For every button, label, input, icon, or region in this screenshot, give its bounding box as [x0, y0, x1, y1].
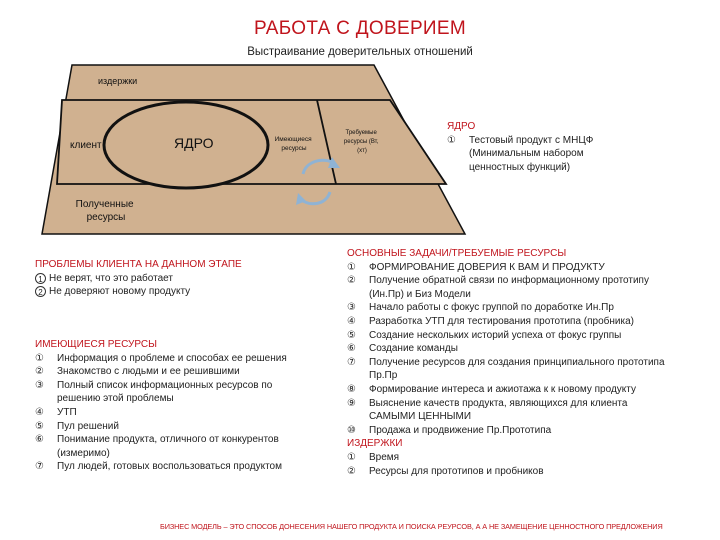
item-number: ① [347, 261, 356, 273]
item-number: ① [347, 451, 356, 463]
core-heading: ЯДРО [447, 121, 476, 132]
list-item [35, 272, 242, 286]
footer-note: БИЗНЕС МОДЕЛЬ – ЭТО СПОСОБ ДОНЕСЕНИЯ НАШЕГО ПРОДУКТА И ПОИСКА РЕУРСОВ, А А НЕ ЗАМЕЩЕНИЕ ЦЕННОСТНОГО ПРЕДЛОЖЕНИЯ [160, 522, 663, 531]
item-number: ③ [347, 302, 356, 314]
item-number: ③ [35, 379, 44, 391]
item-text: Не доверяют новому продукту [49, 286, 191, 298]
item-text: ФОРМИРОВАНИЕ ДОВЕРИЯ К ВАМ И ПРОДУКТУ [369, 261, 605, 273]
client-label: клиент [70, 140, 102, 151]
item-text: (измеримо) [57, 447, 110, 459]
item-number: ④ [35, 406, 44, 418]
list-item [35, 460, 287, 474]
client-problems-heading: ПРОБЛЕМЫ КЛИЕНТА НА ДАННОМ ЭТАПЕ [35, 259, 242, 270]
item-text: ценностных функций) [469, 161, 571, 173]
list-item [35, 406, 287, 420]
list-item-continuation [447, 147, 593, 161]
page-subtitle: Выстраивание доверительных отношений [247, 46, 473, 58]
main-tasks-section [347, 247, 665, 478]
item-text: Информация о проблеме и способах ее решения [57, 352, 287, 364]
costs-heading: ИЗДЕРЖКИ [347, 438, 403, 450]
list-item [35, 365, 287, 379]
item-text: Начало работы с фокус группой по доработке Ин.Пр [369, 302, 614, 314]
list-item-continuation [35, 447, 287, 461]
item-text: Время [369, 451, 400, 463]
item-number: ② [347, 465, 356, 477]
list-item [347, 356, 665, 370]
item-text: Пул решений [57, 420, 119, 432]
item-number: ⑤ [347, 329, 356, 341]
item-text: Ресурсы для прототипов и пробников [369, 465, 544, 477]
list-item [35, 420, 287, 434]
list-item-continuation [347, 288, 665, 302]
item-text: Знакомство с людьми и ее решившими [57, 366, 240, 378]
item-text: Пр.Пр [369, 370, 398, 382]
item-number: ⑦ [35, 461, 44, 473]
list-item-continuation [35, 392, 287, 406]
core-description [447, 120, 593, 174]
item-number: ⑥ [35, 434, 44, 446]
list-item [35, 379, 287, 393]
item-number: ⑦ [347, 356, 356, 368]
list-item [347, 465, 665, 479]
item-text: Формирование интереса и ажиотажа к к новому продукту [369, 383, 636, 395]
item-number: ⑧ [347, 383, 356, 395]
item-number: ④ [347, 315, 356, 327]
list-item [347, 383, 665, 397]
item-text: Продажа и продвижение Пр.Прототипа [369, 424, 552, 436]
item-number: 1 [35, 273, 46, 284]
list-item [347, 315, 665, 329]
item-number: ⑩ [347, 424, 356, 436]
existing-resources-heading: ИМЕЮЩИЕСЯ РЕСУРСЫ [35, 339, 157, 350]
existing-resources-label: Имеющиеся ресурсы [274, 136, 312, 152]
item-number: ⑤ [35, 420, 44, 432]
list-item [35, 285, 242, 299]
client-problems-section [35, 258, 242, 299]
main-tasks-heading: ОСНОВНЫЕ ЗАДАЧИ/ТРЕБУЕМЫЕ РЕСУРСЫ [347, 248, 567, 259]
item-number: ② [347, 275, 356, 287]
item-number: ⑨ [347, 397, 356, 409]
list-item [347, 274, 665, 288]
item-text: (Ин.Пр) и Биз Модели [369, 288, 471, 300]
core-label: ЯДРО [174, 135, 214, 151]
list-item-continuation [347, 369, 665, 383]
item-text: Пул людей, готовых воспользоваться продуктом [57, 461, 282, 473]
item-number: 2 [35, 286, 46, 297]
existing-resources-section [35, 338, 287, 474]
item-text: Выяснение качеств продукта, являющихся для клиента [369, 397, 628, 409]
required-resources-label: Требуемые ресурсы (Вт, (хт) [343, 130, 379, 154]
list-item [447, 134, 593, 148]
item-number: ① [35, 352, 44, 364]
item-number: ⑥ [347, 343, 356, 355]
item-text: Не верят, что это работает [49, 272, 173, 284]
item-text: Создание команды [369, 343, 458, 355]
list-item [347, 342, 665, 356]
list-item [347, 397, 665, 411]
item-text: Тестовый продукт с МНЦФ [469, 134, 594, 146]
list-item-continuation [347, 410, 665, 424]
list-item [347, 451, 665, 465]
item-number: ② [35, 366, 44, 378]
list-item [35, 433, 287, 447]
item-text: Полный список информационных ресурсов по [57, 379, 273, 391]
item-text: (Минимальным набором [469, 148, 584, 160]
item-text: Получение обратной связи по информационному прототипу [369, 275, 649, 287]
list-item [347, 301, 665, 315]
item-text: УТП [57, 406, 77, 418]
received-resources-label: Полученные ресурсы [75, 199, 134, 223]
list-item-continuation [447, 161, 593, 175]
item-text: Создание нескольких историй успеха от фокус группы [369, 329, 622, 341]
list-item [35, 352, 287, 366]
item-text: Разработка УТП для тестирования прототипа (пробника) [369, 315, 634, 327]
costs-label: издержки [98, 76, 138, 86]
list-item [347, 329, 665, 343]
list-item [347, 424, 665, 438]
item-text: Получение ресурсов для создания принципиального прототипа [369, 356, 665, 368]
page-title: РАБОТА С ДОВЕРИЕМ [254, 18, 466, 39]
item-text: Понимание продукта, отличного от конкурентов [57, 434, 279, 446]
item-number: ① [447, 134, 456, 146]
list-item [347, 261, 665, 275]
item-text: САМЫМИ ЦЕННЫМИ [369, 411, 472, 423]
item-text: решению этой проблемы [57, 393, 174, 405]
